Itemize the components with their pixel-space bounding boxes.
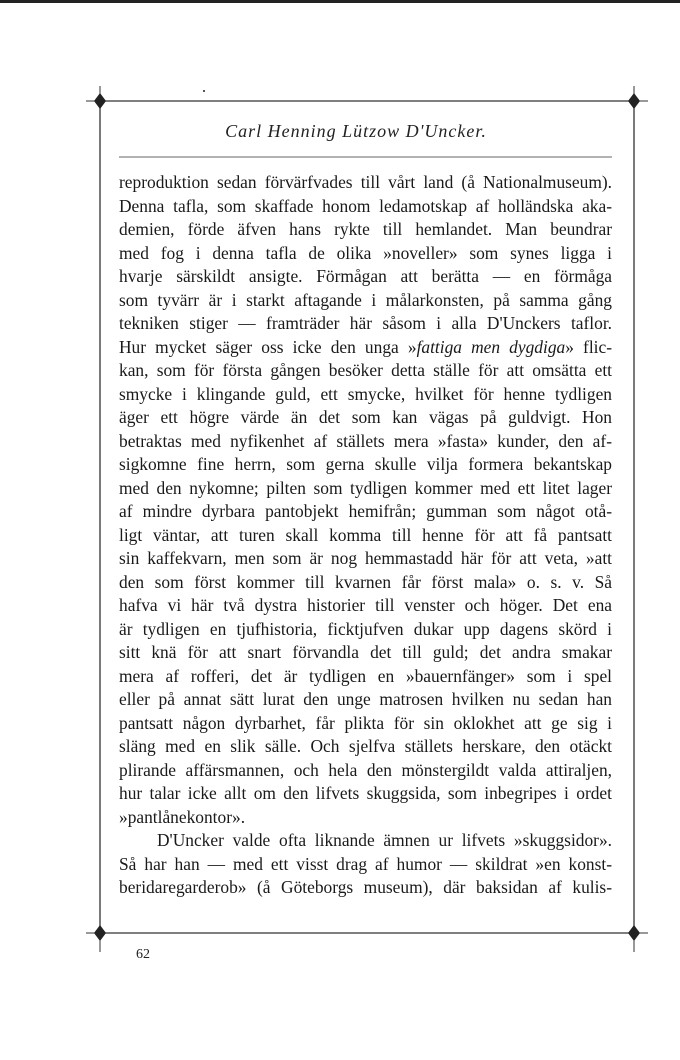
text-line: Så har han — med ett visst drag af humor — skildrat »en konst- — [119, 853, 612, 874]
text-line: hvarje särskildt ansigte. Förmågan att berätta — en förmåga — [119, 266, 612, 286]
text-line-with-italic — [119, 336, 612, 360]
body-text — [119, 171, 612, 900]
text-line: plirande affärsmannen, och hela den mönstergildt valda attiraljen, — [119, 759, 612, 780]
corner-ornament-top-right — [628, 93, 640, 109]
text-line: sigkomne fine herrn, som gerna skulle vilja formera bekantskap — [119, 454, 612, 474]
text-line: tekniken stiger — framträder här såsom i alla D'Unckers taflor. — [119, 313, 612, 333]
text-line: som tyvärr är i starkt aftagande i målarkonsten, på samma gång — [119, 289, 612, 310]
text-line: är tydligen en tjufhistoria, ficktjufven dukar upp dagens skörd i — [119, 618, 612, 639]
text-line: släng med en slik sälle. Och sjelfva ställets herskare, den otäckt — [119, 736, 612, 756]
text-line: reproduktion sedan förvärfvades till vårt land (å Nationalmuseum). — [119, 172, 612, 192]
text-line: beridaregarderob» (å Göteborgs museum), där baksidan af kulis- — [119, 877, 612, 897]
page-number: 62 — [136, 947, 150, 962]
text-segment: Hur mycket säger oss icke den unga » — [119, 336, 417, 357]
text-line: smycke i klingande guld, ett smycke, hvilket för henne tydligen — [119, 383, 612, 404]
corner-ornament-top-left — [94, 93, 106, 109]
text-line: pantsatt någon dyrbarhet, får plikta för sin oklokhet att ge sig i — [119, 712, 612, 733]
text-line: ligt väntar, att turen skall komma till henne för att få pantsatt — [119, 524, 612, 545]
text-line: eller på annat sätt lurat den unge matrosen hvilken nu sedan han — [119, 689, 612, 709]
paragraph-start-line: D'Uncker valde ofta liknande ämnen ur lifvets »skuggsidor». — [157, 830, 612, 850]
text-line: demien, förde äfven hans rykte till hemlandet. Man beundrar — [119, 219, 612, 239]
text-segment: » flic- — [565, 336, 612, 357]
text-line: kan, som för första gången besöker detta ställe för att omsätta ett — [119, 360, 612, 380]
text-line: betraktas med nyfikenhet af ställets mera »fasta» kunder, den af- — [119, 430, 612, 451]
page-top-edge — [0, 0, 680, 3]
text-line: med fog i denna tafla de olika »noveller» som synes ligga i — [119, 242, 612, 263]
text-line: hur talar icke allt om den lifvets skuggsida, som inbegripes i ordet — [119, 783, 612, 803]
running-header: Carl Henning Lützow D'Uncker. — [225, 121, 487, 141]
italic-title: fattiga men dygdiga — [416, 336, 566, 357]
text-line: Denna tafla, som skaffade honom ledamotskap af holländska aka- — [119, 195, 612, 216]
text-line: äger ett högre värde än det som kan vägas på guldvigt. Hon — [119, 407, 612, 427]
paragraph-end-line: »pantlånekontor». — [119, 806, 246, 827]
text-line: den som först kommer till kvarnen får först mala» o. s. v. Så — [119, 571, 612, 592]
text-line: med den nykomne; pilten som tydligen kommer med ett litet lager — [119, 477, 612, 498]
corner-ornament-bottom-right — [628, 925, 640, 941]
text-line: hafva vi här två dystra historier till venster och höger. Det ena — [119, 595, 612, 615]
text-line: sin kaffekvarn, men som är nog hemmastadd här för att veta, »att — [119, 548, 612, 568]
text-line: mera af rofferi, det är tydligen en »bauernfänger» som i spel — [119, 665, 612, 686]
text-line: sitt knä för att snart förvandla det till guld; det andra smakar — [119, 642, 612, 662]
text-line: af mindre dyrbara pantobjekt hemifrån; gumman som något otå- — [119, 501, 612, 521]
corner-ornament-bottom-left — [94, 925, 106, 941]
